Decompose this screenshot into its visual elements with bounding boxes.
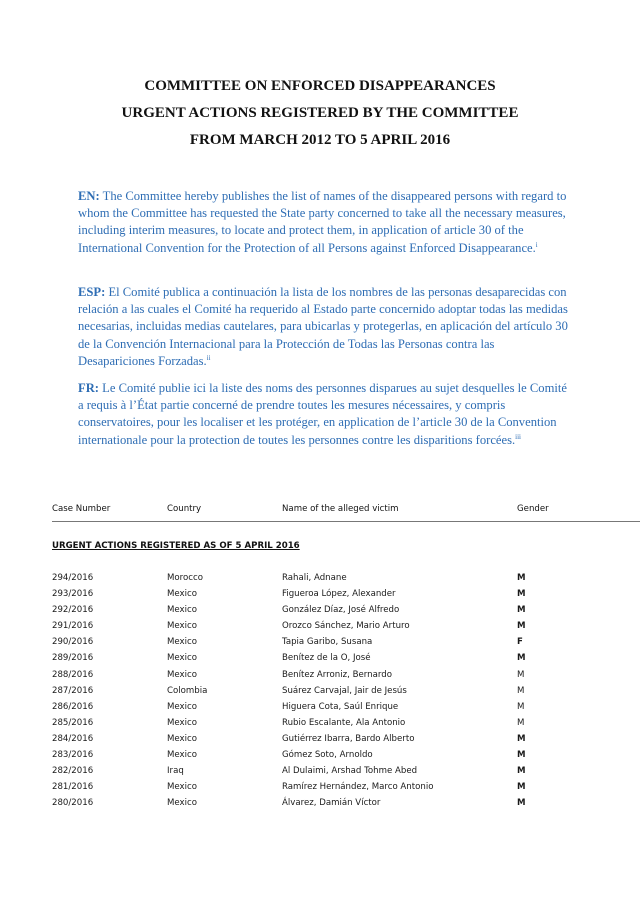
victim-name-cell: Suárez Carvajal, Jair de Jesús xyxy=(282,685,407,696)
country-cell: Mexico xyxy=(167,750,198,761)
table-row xyxy=(52,717,612,733)
victim-name-cell: Higuera Cota, Saúl Enrique xyxy=(282,701,399,712)
gender-cell: F xyxy=(517,637,523,648)
footnote-ref-i[interactable]: i xyxy=(535,240,538,249)
title-urgent-actions: URGENT ACTIONS REGISTERED BY THE COMMITTEE xyxy=(121,105,519,121)
country-cell: Mexico xyxy=(167,798,198,809)
victim-name-cell: González Díaz, José Alfredo xyxy=(282,605,400,616)
gender-cell: M xyxy=(517,653,526,664)
table-row xyxy=(52,620,612,636)
case-number-cell: 292/2016 xyxy=(52,605,94,616)
victim-name-cell: Benítez Arroniz, Bernardo xyxy=(282,669,392,680)
country-cell: Colombia xyxy=(167,685,208,696)
table-header xyxy=(52,504,640,522)
table-row xyxy=(52,669,612,685)
case-number-cell: 281/2016 xyxy=(52,782,94,793)
gender-cell: M xyxy=(517,589,526,600)
victim-name-cell: Rahali, Adnane xyxy=(282,573,347,583)
gender-cell: M xyxy=(517,685,525,696)
intro-text-es: El Comité publica a continuación la lista de los nombres de las personas desaparecidas con relación a las cuales el Comité ha requerido al Estado parte concernido adoptar todas las medidas necesarias, incluidas medias cautelares, para ubicarlas y protegerlas, en aplicación del artículo 30 de la Convención Internacional para la Protección de Todas las Personas contra las Desapariciones Forzadas. xyxy=(78,285,568,368)
country-cell: Mexico xyxy=(167,589,198,600)
table-row xyxy=(52,781,612,797)
victim-name-cell: Al Dulaimi, Arshad Tohme Abed xyxy=(282,766,418,777)
title-committee: COMMITTEE ON ENFORCED DISAPPEARANCES xyxy=(144,78,496,94)
case-number-cell: 280/2016 xyxy=(52,798,94,809)
intro-english xyxy=(78,188,570,257)
header-case-number: Case Number xyxy=(52,504,111,514)
country-cell: Iraq xyxy=(167,766,184,777)
victim-name-cell: Rubio Escalante, Ala Antonio xyxy=(282,717,406,728)
intro-spanish xyxy=(78,284,570,370)
table-row xyxy=(52,588,612,604)
victim-name-cell: Tapia Garibo, Susana xyxy=(282,637,373,648)
victim-name-cell: Figueroa López, Alexander xyxy=(282,589,396,600)
gender-cell: M xyxy=(517,573,526,583)
gender-cell: M xyxy=(517,669,525,680)
footnote-ref-iii[interactable]: iii xyxy=(515,432,521,441)
case-number-cell: 283/2016 xyxy=(52,750,94,761)
victim-name-cell: Ramírez Hernández, Marco Antonio xyxy=(282,782,434,793)
table-row xyxy=(52,604,612,620)
table-row xyxy=(52,701,612,717)
case-number-cell: 289/2016 xyxy=(52,653,94,664)
case-number-cell: 287/2016 xyxy=(52,685,94,696)
case-table-body xyxy=(52,572,612,813)
case-number-cell: 290/2016 xyxy=(52,637,94,648)
country-cell: Mexico xyxy=(167,653,198,664)
gender-cell: M xyxy=(517,717,525,728)
intro-text-en: The Committee hereby publishes the list of names of the disappeared persons with regard to whom the Committee has requested the State party concerned to take all the necessary measures, including interim measures, to locate and protect them, in application of article 30 of the International Convention for the Protection of all Persons against Enforced Disappearance. xyxy=(78,189,567,255)
victim-name-cell: Orozco Sánchez, Mario Arturo xyxy=(282,621,410,632)
case-number-cell: 284/2016 xyxy=(52,733,94,744)
case-number-cell: 288/2016 xyxy=(52,669,94,680)
title-date-range: FROM MARCH 2012 TO 5 APRIL 2016 xyxy=(189,132,451,148)
table-row xyxy=(52,636,612,652)
intro-text-fr: Le Comité publie ici la liste des noms des personnes disparues au sujet desquelles le Comité a requis à l’État partie concerné de prendre toutes les mesures nécessaires, y compris conservatoires, pour les localiser et les protéger, en application de l’article 30 de la Convention internationale pour la protection de toutes les personnes contre les disparitions forcées. xyxy=(78,381,567,447)
table-row xyxy=(52,765,612,781)
table-row xyxy=(52,685,612,701)
victim-name-cell: Gómez Soto, Arnoldo xyxy=(282,750,373,761)
header-victim-name: Name of the alleged victim xyxy=(282,504,399,514)
country-cell: Mexico xyxy=(167,637,198,648)
header-gender: Gender xyxy=(517,504,549,514)
gender-cell: M xyxy=(517,701,525,712)
table-row xyxy=(52,797,612,813)
gender-cell: M xyxy=(517,782,526,793)
case-number-cell: 282/2016 xyxy=(52,766,94,777)
case-number-cell: 293/2016 xyxy=(52,589,94,600)
table-row xyxy=(52,733,612,749)
document-titles xyxy=(0,76,640,157)
table-row xyxy=(52,652,612,668)
header-country: Country xyxy=(167,504,202,514)
country-cell: Mexico xyxy=(167,621,198,632)
table-row xyxy=(52,572,612,588)
lang-label-es: ESP: xyxy=(78,285,106,299)
country-cell: Mexico xyxy=(167,605,198,616)
section-heading: URGENT ACTIONS REGISTERED AS OF 5 APRIL 2016 xyxy=(52,541,300,551)
case-number-cell: 286/2016 xyxy=(52,701,94,712)
case-number-cell: 291/2016 xyxy=(52,621,94,632)
footnote-ref-ii[interactable]: ii xyxy=(206,353,211,362)
country-cell: Morocco xyxy=(167,573,203,583)
case-number-cell: 294/2016 xyxy=(52,573,94,583)
lang-label-fr: FR: xyxy=(78,381,99,395)
country-cell: Mexico xyxy=(167,717,198,728)
country-cell: Mexico xyxy=(167,701,198,712)
victim-name-cell: Álvarez, Damián Víctor xyxy=(282,798,381,809)
gender-cell: M xyxy=(517,798,526,809)
victim-name-cell: Benítez de la O, José xyxy=(282,653,371,664)
gender-cell: M xyxy=(517,733,526,744)
victim-name-cell: Gutiérrez Ibarra, Bardo Alberto xyxy=(282,733,415,744)
table-row xyxy=(52,749,612,765)
country-cell: Mexico xyxy=(167,782,198,793)
gender-cell: M xyxy=(517,750,526,761)
gender-cell: M xyxy=(517,605,526,616)
intro-french xyxy=(78,380,570,449)
case-number-cell: 285/2016 xyxy=(52,717,94,728)
country-cell: Mexico xyxy=(167,669,198,680)
gender-cell: M xyxy=(517,621,526,632)
gender-cell: M xyxy=(517,766,526,777)
lang-label-en: EN: xyxy=(78,189,100,203)
country-cell: Mexico xyxy=(167,733,198,744)
